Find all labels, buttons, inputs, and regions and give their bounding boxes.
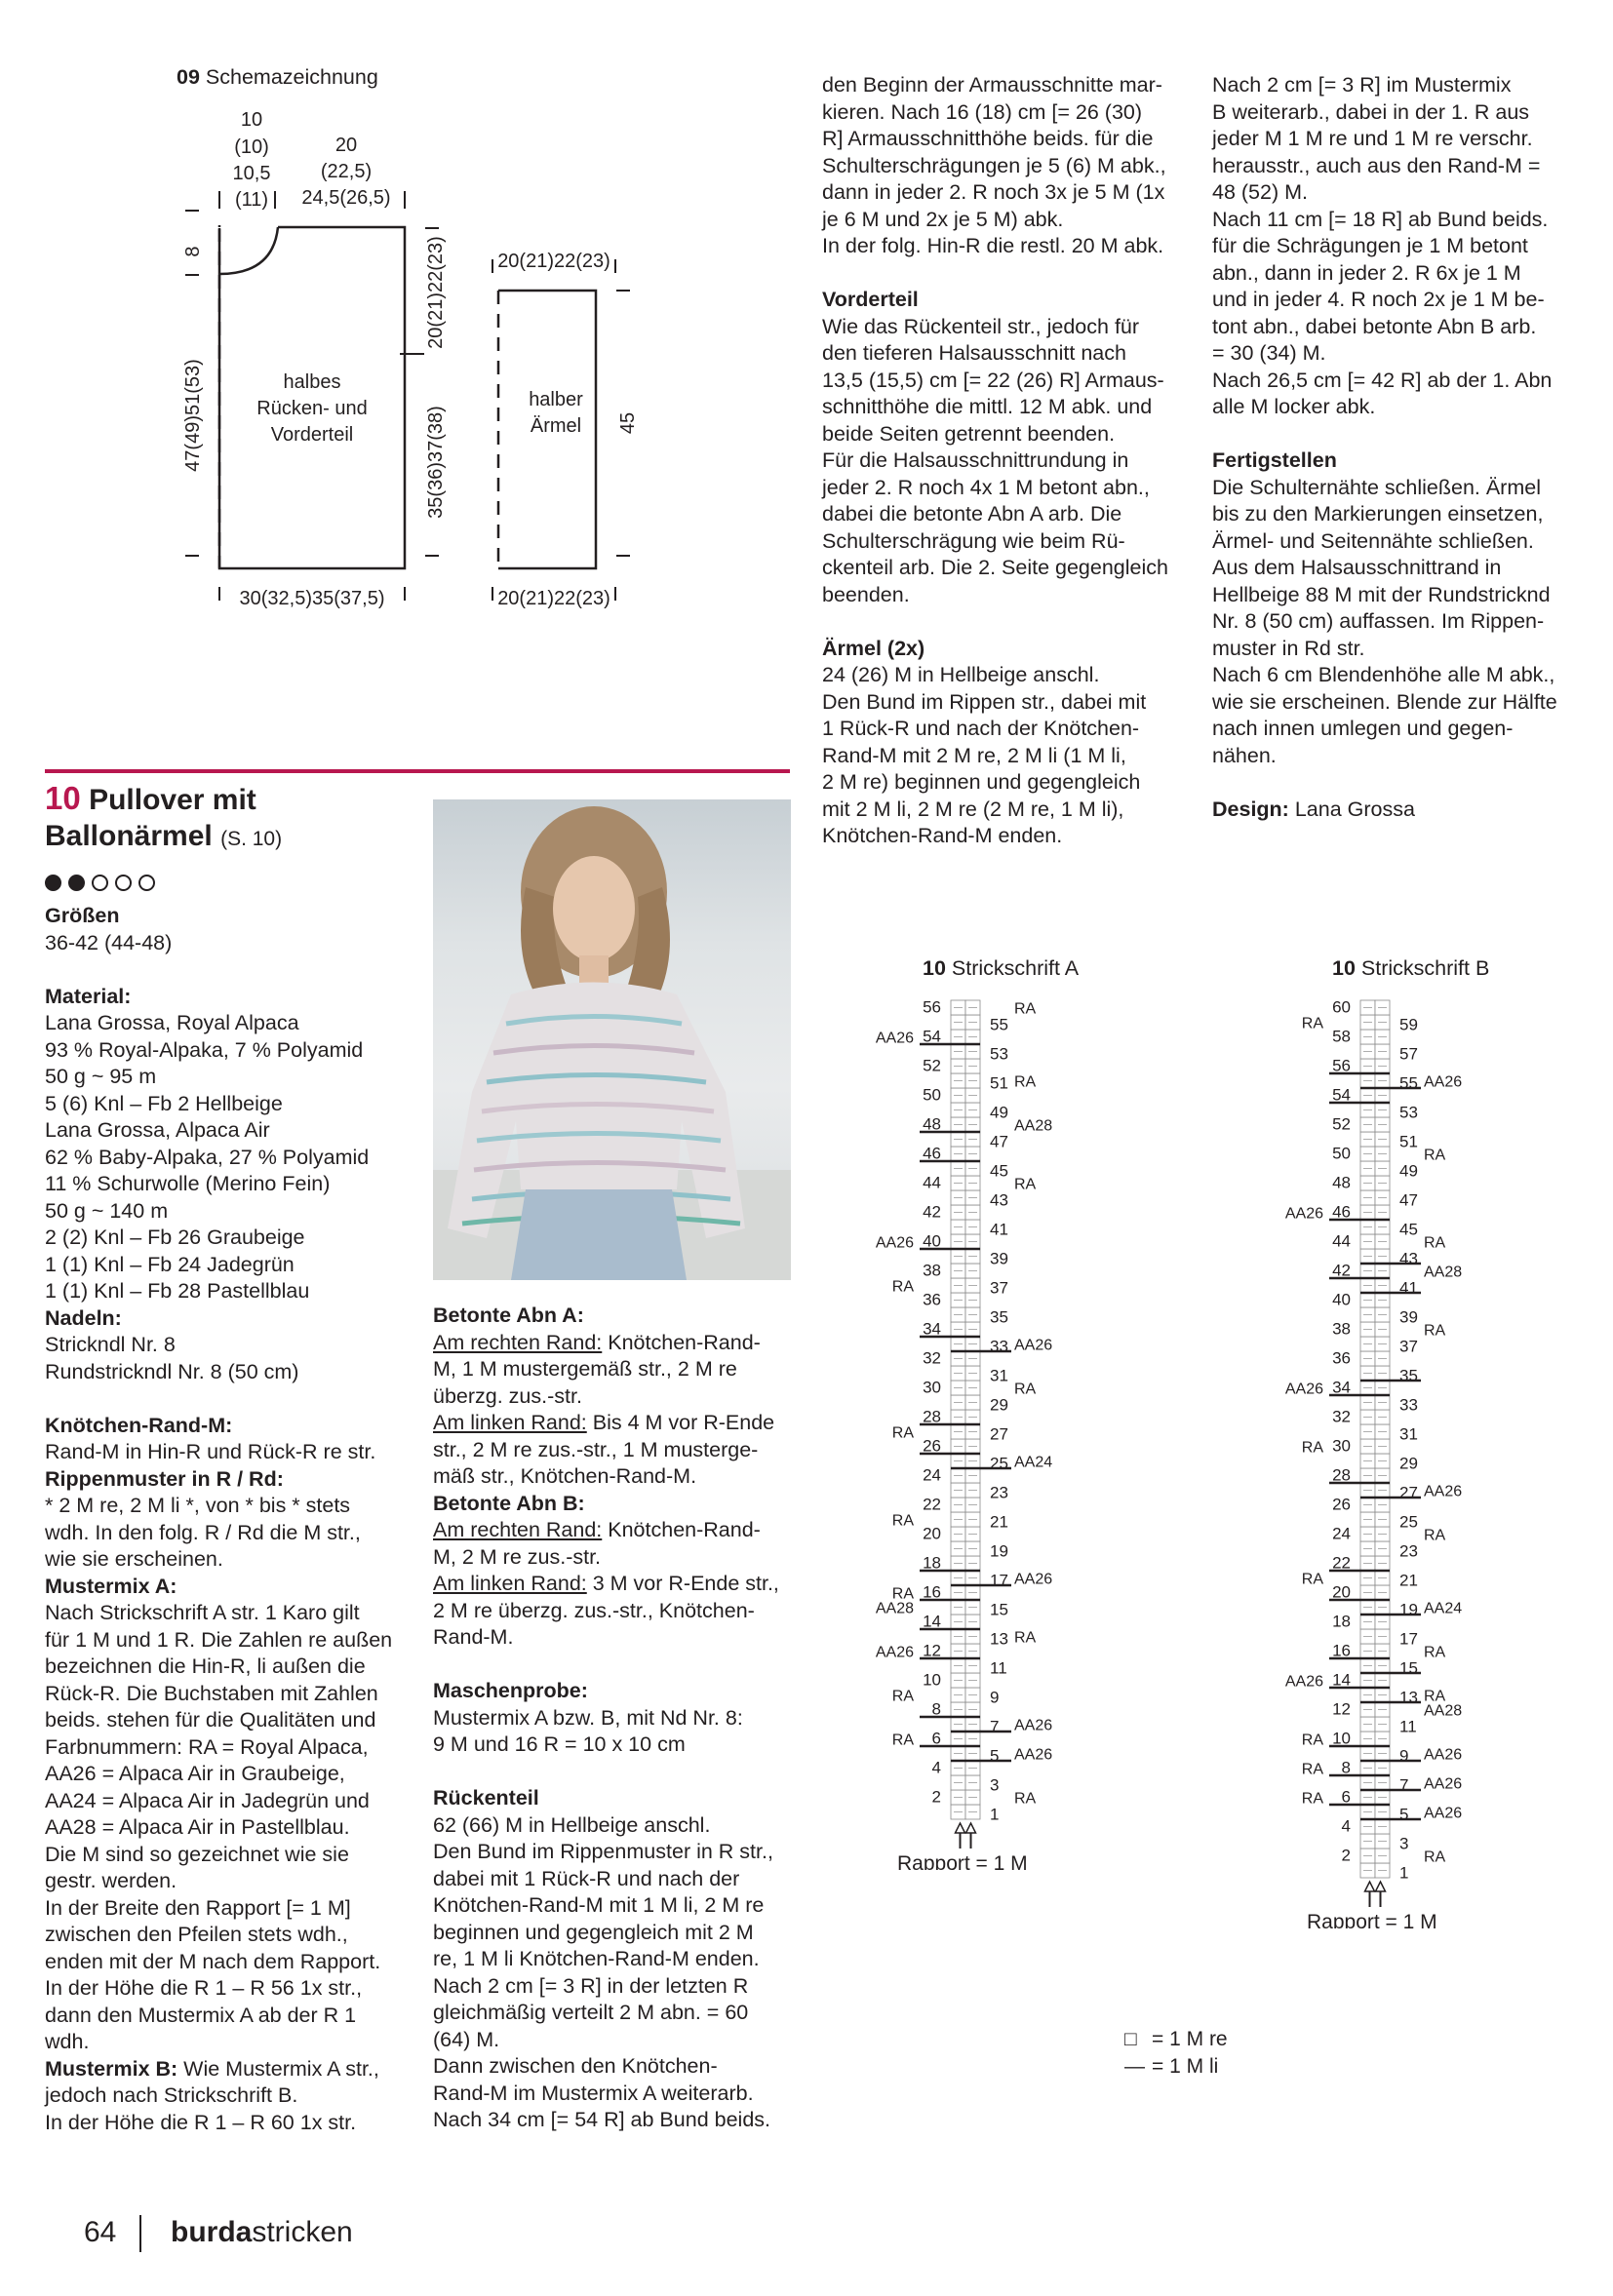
difficulty-dot-empty bbox=[138, 875, 155, 891]
chart-right-yarn-label: RA bbox=[1014, 1000, 1037, 1018]
decrease-a-left bbox=[433, 1410, 804, 1491]
chart-right-yarn-label: RA bbox=[1424, 1688, 1446, 1705]
chart-row-number: 52 bbox=[923, 1056, 941, 1075]
chart-left-yarn-label: AA26 bbox=[1284, 1381, 1323, 1398]
chart-row-number: 52 bbox=[1332, 1114, 1351, 1134]
chart-row-number: 17 bbox=[1399, 1629, 1418, 1649]
chart-right-yarn-label: AA26 bbox=[1424, 1805, 1463, 1822]
sizes-heading: Größen bbox=[45, 904, 120, 927]
front-text: Wie das Rückenteil str., jedoch für den tieferen Halsausschnitt nach 13,5 (15,5) cm [= 22 (26) R] Armaus- schnitthöhe die mittl. 12 M abk. und beide Seiten getrennt beenden. Für die Halsausschnittrundung in jeder 2. R noch 4x 1 M betont abn., dabei die betonte Abn A arb. Die Schulterschrägung wie beim Rü- ckenteil arb. Die 2. Seite gegengleich beenden. bbox=[822, 314, 1168, 606]
body-height-total: 47(49)51(53) bbox=[182, 359, 204, 472]
chart-row-number: 14 bbox=[923, 1612, 941, 1631]
chart-row-number: 19 bbox=[1399, 1600, 1418, 1619]
shoulder-width-2: (22,5) bbox=[320, 161, 373, 182]
sleeves-text: 24 (26) M in Hellbeige anschl. Den Bund im Rippen str., dabei mit 1 Rück-R und nach der Knötchen- Rand-M mit 2 M re, 2 M li (1 M li, 2 M re) beginnen und gegengleich mit 2 M li, 2 M re (2 M re, 1 M li), Knötchen-Rand-M enden. bbox=[822, 663, 1147, 847]
chart-left-yarn-label: RA bbox=[1301, 1571, 1323, 1588]
article-header bbox=[45, 780, 435, 896]
legend-purl bbox=[1124, 2053, 1228, 2081]
chart-left-yarn-label: AA28 bbox=[875, 1600, 914, 1617]
chart-row-number: 18 bbox=[1332, 1612, 1351, 1631]
chart-row-number: 3 bbox=[1399, 1834, 1409, 1853]
chart-right-yarn-label: AA26 bbox=[1424, 1775, 1463, 1793]
chart-row-number: 3 bbox=[990, 1775, 1000, 1795]
body-width: 30(32,5)35(37,5) bbox=[239, 588, 385, 609]
sizes-text: 36-42 (44-48) bbox=[45, 930, 173, 954]
pattern-mix-b-heading: Mustermix B: bbox=[45, 2056, 178, 2081]
chart-right-yarn-label: AA26 bbox=[1424, 1746, 1463, 1764]
chart-row-number: 25 bbox=[990, 1454, 1008, 1473]
sleeve-label-1: halber bbox=[529, 389, 583, 410]
chart-right-yarn-label: RA bbox=[1424, 1147, 1446, 1164]
chart-row-number: 59 bbox=[1399, 1015, 1418, 1034]
chart-row-number: 39 bbox=[990, 1249, 1008, 1268]
back-continued-text: den Beginn der Armausschnitte mar- kieren. Nach 16 (18) cm [= 26 (30) R] Armausschnitthöhe beids. für die Schulterschrägungen je 5 (6) M abk., dann in jeder 2. R noch 3x je 5 M (1x je 6 M und 2x je 5 M) abk. In der folg. Hin-R die restl. 20 M abk. bbox=[822, 73, 1166, 257]
body-label-3: Vorderteil bbox=[270, 424, 354, 446]
decrease-b-heading: Betonte Abn B: bbox=[433, 1491, 585, 1515]
difficulty-dot-filled bbox=[45, 875, 61, 891]
chart-a-title bbox=[923, 955, 1079, 983]
chart-row-number: 15 bbox=[1399, 1658, 1418, 1678]
chart-row-number: 21 bbox=[1399, 1571, 1418, 1590]
legend-knit-symbol: □ bbox=[1124, 2028, 1137, 2050]
neck-curve bbox=[219, 227, 278, 274]
chart-row-number: 14 bbox=[1332, 1670, 1351, 1690]
pattern-mix-a-text: Nach Strickschrift A str. 1 Karo gilt für 1 M und 1 R. Die Zahlen re außen bezeichnen die Hin-R, li außen die Rück-R. Die Buchstaben mit Zahlen beids. stehen für die Qualitäten und Farbnummern: RA = Royal Alpaca, AA26 = Alpaca Air in Graubeige, AA24 = Alpaca Air in Jadegrün und AA28 = Alpaca Air in Pastellblau. Die M sind so gezeichnet wie sie gestr. werden. In der Breite den Rapport [= 1 M] zwischen den Pfeilen stets wdh., enden mit der M nach dem Rapport. In der Höhe die R 1 – R 56 1x str., dann den Mustermix A ab der R 1 wdh. bbox=[45, 1601, 393, 2053]
rib-pattern-heading: Rippenmuster in R / Rd: bbox=[45, 1466, 284, 1491]
chart-row-number: 21 bbox=[990, 1512, 1008, 1532]
chart-row-number: 56 bbox=[1332, 1056, 1351, 1075]
chart-row-number: 32 bbox=[923, 1348, 941, 1368]
magazine-brand bbox=[171, 2216, 353, 2248]
chart-row-number: 2 bbox=[931, 1787, 941, 1807]
chart-row-number: 28 bbox=[1332, 1465, 1351, 1485]
chart-right-yarn-label: AA24 bbox=[1424, 1600, 1463, 1617]
chart-row-number: 30 bbox=[923, 1378, 941, 1397]
chart-right-yarn-label: AA28 bbox=[1424, 1264, 1463, 1281]
chart-row-number: 23 bbox=[990, 1483, 1008, 1502]
article-title-line2: Ballonärmel bbox=[45, 820, 213, 852]
material-text: Lana Grossa, Royal Alpaca 93 % Royal-Alpaka, 7 % Polyamid 50 g ~ 95 m 5 (6) Knl – Fb 2 Hellbeige Lana Grossa, Alpaca Air 62 % Baby-Alpaka, 27 % Polyamid 11 % Schurwolle (Merino Fein) 50 g ~ 140 m 2 (2) Knl – Fb 26 Graubeige 1 (1) Knl – Fb 24 Jadegrün 1 (1) Knl – Fb 28 Pastellblau bbox=[45, 1011, 370, 1303]
column-4 bbox=[1212, 72, 1583, 823]
chart-row-number: 36 bbox=[1332, 1348, 1351, 1368]
chart-row-number: 53 bbox=[1399, 1103, 1418, 1122]
material-heading: Material: bbox=[45, 984, 132, 1008]
chart-row-number: 34 bbox=[923, 1319, 941, 1339]
chart-row-number: 22 bbox=[1332, 1553, 1351, 1573]
neck-width-1: 10 bbox=[240, 109, 263, 131]
pattern-mix-b-text: Wie Mustermix A str., jedoch nach Strickschrift B. In der Höhe die R 1 – R 60 1x str. bbox=[45, 2056, 379, 2134]
sleeves-continued-text: Nach 2 cm [= 3 R] im Mustermix B weiterarb., dabei in der 1. R aus jeder M 1 M re und 1 M re verschr. herausstr., auch aus den Rand-M = 48 (52) M. Nach 11 cm [= 18 R] ab Bund beids. für die Schrägungen je 1 M betont abn., dann in jeder 2. R 6x je 1 M und in jeder 4. R noch 2x je 1 M be- tont abn., dabei betonte Abn B arb. = 30 (34) M. Nach 26,5 cm [= 42 R] ab der 1. Abn alle M locker abk. bbox=[1212, 73, 1553, 418]
chart-right-yarn-label: AA28 bbox=[1014, 1117, 1053, 1135]
design-name: Lana Grossa bbox=[1288, 797, 1415, 821]
decrease-a-left-text: Bis 4 M vor R-Ende str., 2 M re zus.-str., 1 M musterge- mäß str., Knötchen-Rand-M. bbox=[433, 1411, 775, 1488]
pattern-mix-b-paragraph bbox=[45, 2056, 415, 2137]
decrease-b-left bbox=[433, 1571, 804, 1652]
section-rule bbox=[45, 769, 790, 773]
rapport-arrow-icon bbox=[1376, 1882, 1386, 1891]
chart-row-number: 17 bbox=[990, 1571, 1008, 1590]
chart-row-number: 16 bbox=[1332, 1641, 1351, 1660]
chart-row-number: 11 bbox=[990, 1658, 1007, 1678]
chart-right-yarn-label: RA bbox=[1014, 1381, 1037, 1398]
rib-pattern-text: * 2 M re, 2 M li *, von * bis * stets wdh. In den folg. R / Rd die M str., wie sie erscheinen. bbox=[45, 1494, 361, 1571]
chart-row-number: 49 bbox=[990, 1103, 1008, 1122]
gauge-heading: Maschenprobe: bbox=[433, 1679, 588, 1702]
chart-left-yarn-label: RA bbox=[1301, 1761, 1323, 1778]
chart-row-number: 38 bbox=[1332, 1319, 1351, 1339]
sleeve-top-width: 20(21)22(23) bbox=[497, 251, 610, 272]
decrease-a-right-label: Am rechten Rand: bbox=[433, 1330, 603, 1354]
chart-right-yarn-label: RA bbox=[1424, 1848, 1446, 1866]
decrease-b-right-text: Knötchen-Rand- M, 2 M re zus.-str. bbox=[433, 1518, 761, 1569]
chart-row-number: 38 bbox=[923, 1261, 941, 1280]
chart-row-number: 20 bbox=[1332, 1582, 1351, 1602]
chart-row-number: 23 bbox=[1399, 1541, 1418, 1561]
decrease-a-left-label: Am linken Rand: bbox=[433, 1411, 587, 1434]
neck-width-2: (10) bbox=[234, 136, 269, 158]
chart-row-number: 5 bbox=[1399, 1805, 1409, 1824]
chart-row-number: 34 bbox=[1332, 1378, 1351, 1397]
model-photo bbox=[433, 799, 791, 1280]
chart-row-number: 10 bbox=[1332, 1729, 1351, 1748]
chart-row-number: 48 bbox=[1332, 1173, 1351, 1192]
chart-row-number: 4 bbox=[931, 1758, 941, 1777]
chart-row-number: 40 bbox=[1332, 1290, 1351, 1309]
chart-left-yarn-label: RA bbox=[1301, 1790, 1323, 1808]
chart-row-number: 26 bbox=[1332, 1495, 1351, 1514]
chart-row-number: 7 bbox=[990, 1717, 1000, 1736]
sleeve-label-2: Ärmel bbox=[530, 415, 582, 437]
column-2 bbox=[433, 1303, 804, 2134]
chart-right-yarn-label: RA bbox=[1424, 1234, 1446, 1252]
chart-legend bbox=[1124, 2026, 1228, 2080]
chart-a-number: 10 bbox=[923, 956, 946, 980]
chart-left-yarn-label: AA26 bbox=[875, 1234, 914, 1252]
chart-row-number: 42 bbox=[923, 1202, 941, 1222]
chart-row-number: 1 bbox=[990, 1805, 1000, 1824]
article-number: 10 bbox=[45, 780, 81, 816]
chart-row-number: 29 bbox=[1399, 1454, 1418, 1473]
chart-row-number: 55 bbox=[990, 1015, 1008, 1034]
chart-left-yarn-label: AA26 bbox=[1284, 1673, 1323, 1691]
chart-row-number: 48 bbox=[923, 1114, 941, 1134]
chart-row-number: 26 bbox=[923, 1436, 941, 1456]
page-number: 64 bbox=[84, 2216, 117, 2248]
chart-row-number: 46 bbox=[923, 1144, 941, 1163]
chart-b-title-text: Strickschrift B bbox=[1360, 956, 1490, 980]
chart-right-yarn-label: RA bbox=[1014, 1176, 1037, 1193]
chart-row-number: 18 bbox=[923, 1553, 941, 1573]
schema-svg bbox=[166, 64, 673, 620]
chart-row-number: 55 bbox=[1399, 1073, 1418, 1093]
chart-b-svg bbox=[1282, 992, 1477, 1928]
chart-row-number: 35 bbox=[990, 1307, 1008, 1327]
article-title bbox=[45, 780, 435, 857]
chart-row-number: 27 bbox=[990, 1424, 1008, 1444]
back-text: 62 (66) M in Hellbeige anschl. Den Bund im Rippenmuster in R str., dabei mit 1 Rück-R und nach der Knötchen-Rand-M mit 1 M li, 2 M re beginnen und gegengleich mit 2 M re, 1 M li Knötchen-Rand-M enden. Nach 2 cm [= 3 R] in der letzten R gleichmäßig verteilt 2 M abn. = 60 (64) M. Dann zwischen den Knötchen- Rand-M im Mustermix A weiterarb. Nach 34 cm [= 54 R] ab Bund beids. bbox=[433, 1812, 773, 2131]
chart-right-yarn-label: RA bbox=[1424, 1644, 1446, 1661]
shoulder-width-1: 20 bbox=[334, 135, 358, 156]
brand-bold: burda bbox=[171, 2216, 253, 2248]
chart-row-number: 47 bbox=[990, 1132, 1008, 1151]
chart-row-number: 57 bbox=[1399, 1044, 1418, 1064]
chart-row-number: 60 bbox=[1332, 997, 1351, 1017]
chart-row-number: 33 bbox=[1399, 1395, 1418, 1415]
legend-knit-text: = 1 M re bbox=[1152, 2028, 1228, 2050]
neck-width-4: (11) bbox=[234, 189, 269, 211]
chart-left-yarn-label: AA26 bbox=[1284, 1205, 1323, 1223]
chart-left-yarn-label: RA bbox=[1301, 1439, 1323, 1457]
needles-text: Strickndl Nr. 8 Rundstrickndl Nr. 8 (50 cm) bbox=[45, 1333, 299, 1383]
chart-right-yarn-label: AA24 bbox=[1014, 1454, 1053, 1471]
chart-a-svg bbox=[873, 992, 1068, 1870]
footer-separator bbox=[139, 2215, 141, 2252]
chart-row-number: 9 bbox=[990, 1688, 1000, 1707]
chart-row-number: 15 bbox=[990, 1600, 1008, 1619]
sleeves-heading: Ärmel (2x) bbox=[822, 636, 925, 660]
sleeve-length: 45 bbox=[617, 411, 639, 435]
chart-right-yarn-label: AA26 bbox=[1424, 1073, 1463, 1091]
chart-left-yarn-label: RA bbox=[891, 1424, 914, 1442]
chart-row-number: 58 bbox=[1332, 1027, 1351, 1046]
chart-row-number: 46 bbox=[1332, 1202, 1351, 1222]
legend-knit bbox=[1124, 2026, 1228, 2053]
chart-b-number: 10 bbox=[1332, 956, 1356, 980]
chart-row-number: 4 bbox=[1341, 1816, 1351, 1836]
column-1 bbox=[45, 903, 415, 2136]
schema-title-text: Schemazeichnung bbox=[205, 65, 378, 89]
chart-right-yarn-label: AA26 bbox=[1014, 1571, 1053, 1588]
chart-row-number: 22 bbox=[923, 1495, 941, 1514]
edge-stitch-heading: Knötchen-Rand-M: bbox=[45, 1413, 233, 1437]
chart-left-yarn-label: RA bbox=[1301, 1732, 1323, 1749]
back-heading: Rückenteil bbox=[433, 1786, 539, 1810]
rapport-label: Rapport = 1 M bbox=[897, 1852, 1028, 1870]
schema-number: 09 bbox=[177, 65, 200, 89]
knitting-chart-b bbox=[1282, 992, 1477, 1928]
chart-left-yarn-label: RA bbox=[891, 1512, 914, 1530]
chart-row-number: 7 bbox=[1399, 1775, 1409, 1795]
chart-row-number: 53 bbox=[990, 1044, 1008, 1064]
gauge-text: Mustermix A bzw. B, mit Nd Nr. 8: 9 M und 16 R = 10 x 10 cm bbox=[433, 1705, 743, 1756]
chart-row-number: 30 bbox=[1332, 1436, 1351, 1456]
chart-row-number: 20 bbox=[923, 1524, 941, 1543]
difficulty-dot-empty bbox=[92, 875, 108, 891]
body-label-1: halbes bbox=[283, 371, 341, 393]
chart-right-yarn-label: AA26 bbox=[1424, 1483, 1463, 1500]
chart-row-number: 8 bbox=[1341, 1758, 1351, 1777]
chart-row-number: 44 bbox=[923, 1173, 941, 1192]
decrease-a-right bbox=[433, 1330, 804, 1411]
chart-row-number: 6 bbox=[931, 1729, 941, 1748]
knitting-chart-a bbox=[873, 992, 1068, 1870]
sleeve-bottom-width: 20(21)22(23) bbox=[497, 588, 610, 609]
rapport-arrow-icon bbox=[966, 1823, 976, 1833]
chart-row-number: 11 bbox=[1399, 1717, 1417, 1736]
chart-left-yarn-label: RA bbox=[891, 1585, 914, 1603]
chart-row-number: 10 bbox=[923, 1670, 941, 1690]
chart-right-yarn-label: AA26 bbox=[1014, 1717, 1053, 1734]
chart-row-number: 37 bbox=[990, 1278, 1008, 1298]
rapport-arrow-icon bbox=[956, 1823, 965, 1833]
chart-row-number: 1 bbox=[1399, 1863, 1409, 1883]
chart-left-yarn-label: RA bbox=[891, 1732, 914, 1749]
chart-row-number: 35 bbox=[1399, 1366, 1418, 1385]
chart-row-number: 8 bbox=[931, 1699, 941, 1719]
chart-row-number: 44 bbox=[1332, 1231, 1351, 1251]
brand-rest: stricken bbox=[252, 2216, 353, 2248]
legend-purl-symbol: — bbox=[1124, 2054, 1145, 2078]
chart-row-number: 33 bbox=[990, 1337, 1008, 1356]
chart-row-number: 50 bbox=[1332, 1144, 1351, 1163]
chart-row-number: 45 bbox=[990, 1161, 1008, 1181]
dim-8: 8 bbox=[182, 246, 204, 257]
column-3 bbox=[822, 72, 1193, 850]
chart-row-number: 5 bbox=[990, 1746, 1000, 1766]
decrease-b-right-label: Am rechten Rand: bbox=[433, 1518, 603, 1541]
chart-row-number: 36 bbox=[923, 1290, 941, 1309]
chart-left-yarn-label: AA26 bbox=[875, 1030, 914, 1047]
chart-row-number: 31 bbox=[990, 1366, 1008, 1385]
neck-width-3: 10,5 bbox=[232, 163, 271, 184]
chart-row-number: 9 bbox=[1399, 1746, 1409, 1766]
design-credit bbox=[1212, 797, 1583, 824]
legend-purl-text: = 1 M li bbox=[1152, 2054, 1219, 2078]
needles-heading: Nadeln: bbox=[45, 1305, 122, 1330]
chart-row-number: 13 bbox=[1399, 1688, 1418, 1707]
difficulty-dot-empty bbox=[115, 875, 132, 891]
chart-row-number: 51 bbox=[1399, 1132, 1418, 1151]
chart-row-number: 43 bbox=[990, 1190, 1008, 1210]
chart-right-yarn-label: AA26 bbox=[1014, 1746, 1053, 1764]
chart-row-number: 56 bbox=[923, 997, 941, 1017]
chart-row-number: 54 bbox=[1332, 1085, 1351, 1105]
chart-right-yarn-label: AA26 bbox=[1014, 1337, 1053, 1354]
decrease-a-right-text: Knötchen-Rand- M, 1 M mustergemäß str., 2 M re überzg. zus.-str. bbox=[433, 1330, 761, 1408]
chart-right-yarn-label: RA bbox=[1424, 1322, 1446, 1340]
chart-right-yarn-label: RA bbox=[1014, 1790, 1037, 1808]
chart-row-number: 24 bbox=[923, 1465, 941, 1485]
chart-row-number: 32 bbox=[1332, 1407, 1351, 1426]
chart-row-number: 47 bbox=[1399, 1190, 1418, 1210]
chart-row-number: 43 bbox=[1399, 1249, 1418, 1268]
chart-row-number: 12 bbox=[1332, 1699, 1351, 1719]
finishing-text: Die Schulternähte schließen. Ärmel bis zu den Markierungen einsetzen, Ärmel- und Seitennähte schließen. Aus dem Halsausschnittrand in Hellbeige 88 M mit der Rundstricknd Nr. 8 (50 cm) auffassen. Im Rippen- muster in Rd str. Nach 6 cm Blendenhöhe alle M abk., wie sie erscheinen. Blende zur Hälfte nach innen umlegen und gegen- nähen. bbox=[1212, 475, 1557, 767]
chart-row-number: 49 bbox=[1399, 1161, 1418, 1181]
chart-left-yarn-label: RA bbox=[891, 1688, 914, 1705]
chart-row-number: 41 bbox=[990, 1220, 1008, 1239]
chart-right-yarn-label: RA bbox=[1014, 1073, 1037, 1091]
chart-row-number: 19 bbox=[990, 1541, 1008, 1561]
decrease-b-left-text: 3 M vor R-Ende str., 2 M re überzg. zus.-str., Knötchen- Rand-M. bbox=[433, 1572, 779, 1649]
chart-row-number: 41 bbox=[1399, 1278, 1418, 1298]
chart-row-number: 40 bbox=[923, 1231, 941, 1251]
chart-row-number: 2 bbox=[1341, 1846, 1351, 1865]
chart-row-number: 12 bbox=[923, 1641, 941, 1660]
decrease-b-right bbox=[433, 1517, 804, 1571]
design-label: Design: bbox=[1212, 797, 1289, 821]
difficulty-dot-filled bbox=[68, 875, 85, 891]
chart-row-number: 45 bbox=[1399, 1220, 1418, 1239]
chart-row-number: 51 bbox=[990, 1073, 1008, 1093]
body-label-2: Rücken- und bbox=[256, 398, 368, 419]
chart-row-number: 37 bbox=[1399, 1337, 1418, 1356]
chart-row-number: 28 bbox=[923, 1407, 941, 1426]
chart-row-number: 16 bbox=[923, 1582, 941, 1602]
chart-row-number: 29 bbox=[990, 1395, 1008, 1415]
chart-row-number: 6 bbox=[1341, 1787, 1351, 1807]
finishing-heading: Fertigstellen bbox=[1212, 448, 1337, 472]
side-height: 35(36)37(38) bbox=[425, 406, 447, 519]
chart-left-yarn-label: RA bbox=[891, 1278, 914, 1296]
chart-left-yarn-label: AA26 bbox=[875, 1644, 914, 1661]
pattern-mix-a-heading: Mustermix A: bbox=[45, 1574, 177, 1598]
difficulty-rating bbox=[45, 869, 435, 896]
chart-row-number: 39 bbox=[1399, 1307, 1418, 1327]
front-heading: Vorderteil bbox=[822, 288, 919, 311]
chart-row-number: 13 bbox=[990, 1629, 1008, 1649]
rapport-arrow-icon bbox=[1365, 1882, 1375, 1891]
armhole-height: 20(21)22(23) bbox=[425, 236, 447, 349]
chart-row-number: 25 bbox=[1399, 1512, 1418, 1532]
chart-left-yarn-label: RA bbox=[1301, 1015, 1323, 1032]
chart-right-yarn-label: AA28 bbox=[1424, 1702, 1463, 1720]
chart-row-number: 42 bbox=[1332, 1261, 1351, 1280]
chart-row-number: 24 bbox=[1332, 1524, 1351, 1543]
rapport-label: Rapport = 1 M bbox=[1307, 1911, 1437, 1928]
page-reference: (S. 10) bbox=[220, 828, 283, 850]
chart-right-yarn-label: RA bbox=[1424, 1527, 1446, 1544]
article-title-line1: Pullover mit bbox=[89, 784, 256, 816]
shoulder-width-3: 24,5(26,5) bbox=[301, 187, 391, 209]
chart-row-number: 54 bbox=[923, 1027, 941, 1046]
chart-a-title-text: Strickschrift A bbox=[951, 956, 1080, 980]
chart-row-number: 27 bbox=[1399, 1483, 1418, 1502]
decrease-a-heading: Betonte Abn A: bbox=[433, 1304, 584, 1327]
chart-right-yarn-label: RA bbox=[1014, 1629, 1037, 1647]
chart-row-number: 31 bbox=[1399, 1424, 1418, 1444]
edge-stitch-text: Rand-M in Hin-R und Rück-R re str. bbox=[45, 1440, 376, 1463]
chart-b-title bbox=[1332, 955, 1489, 983]
decrease-b-left-label: Am linken Rand: bbox=[433, 1572, 587, 1595]
schema-drawing bbox=[166, 64, 673, 620]
chart-row-number: 50 bbox=[923, 1085, 941, 1105]
